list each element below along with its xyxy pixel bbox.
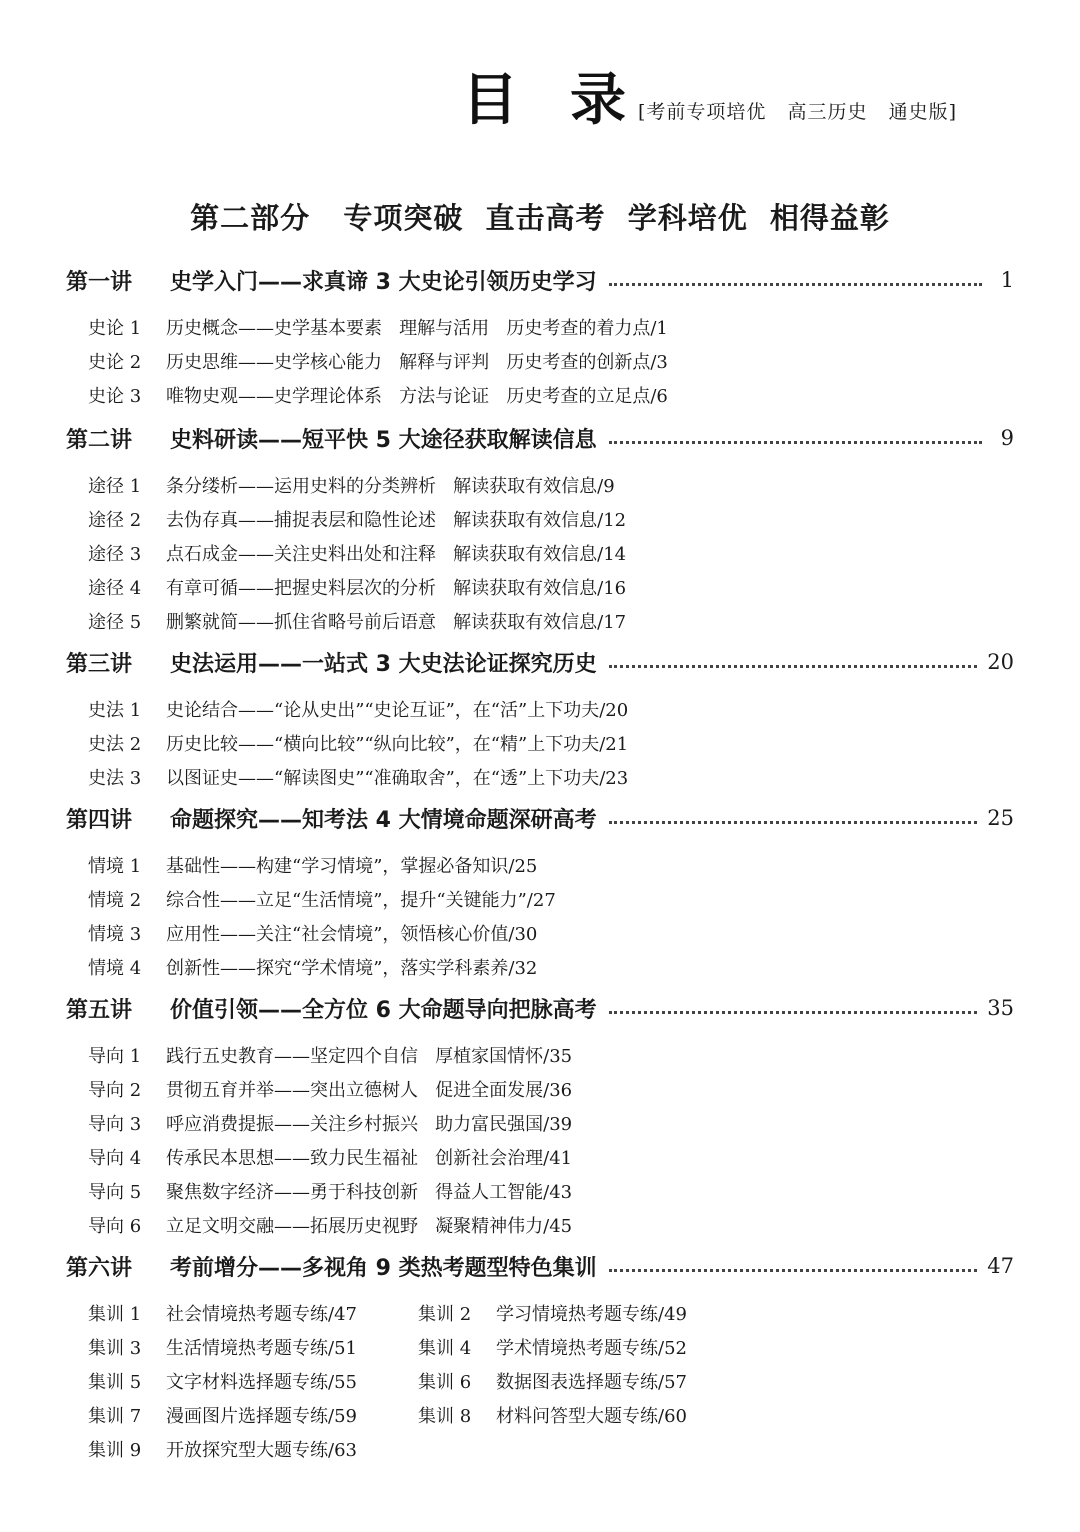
toc-item-6-8[interactable] [418,1400,687,1430]
toc-item-3-1[interactable] [88,694,628,724]
toc-item-5-4[interactable] [88,1142,572,1172]
lecture-page-number: 25 [987,806,1014,830]
item-number: 导向 5 [88,1182,142,1203]
item-text: 生活情境热考题专练/51 [166,1338,357,1359]
lecture-page-number: 20 [987,650,1014,674]
toc-item-5-1[interactable] [88,1040,572,1070]
lecture-title: 史学入门——求真谛 3 大史论引领历史学习 [170,269,597,295]
item-number: 导向 6 [88,1216,142,1237]
item-text: 创新性——探究“学术情境”，落实学科素养/32 [166,958,538,979]
toc-item-3-3[interactable] [88,762,628,792]
page-title-char-2: 录 [570,67,626,133]
item-number: 导向 2 [88,1080,142,1101]
lecture-page-number: 35 [987,996,1014,1020]
item-text: 史论结合——“论从史出”“史论互证”，在“活”上下功夫/20 [166,700,629,721]
item-text: 综合性——立足“生活情境”，提升“关键能力”/27 [166,890,556,911]
toc-item-6-6[interactable] [418,1366,687,1396]
item-number: 集训 5 [88,1372,142,1393]
lecture-title: 价值引领——全方位 6 大命题导向把脉高考 [170,997,597,1023]
item-text: 开放探究型大题专练/63 [166,1440,357,1461]
lecture-number: 第一讲 [66,269,133,295]
toc-item-2-4[interactable] [88,572,626,602]
toc-item-4-1[interactable] [88,850,537,880]
item-text: 历史概念——史学基本要素 理解与活用 历史考查的着力点/1 [166,318,668,339]
item-text: 学术情境热考题专练/52 [496,1338,687,1359]
item-number: 情境 2 [88,890,142,911]
item-text: 贯彻五育并举——突出立德树人 促进全面发展/36 [166,1080,573,1101]
lecture-page-number: 9 [1000,426,1014,450]
item-number: 集训 8 [418,1406,472,1427]
lecture-number: 第三讲 [66,651,133,677]
item-text: 点石成金——关注史料出处和注释 解读获取有效信息/14 [166,544,627,565]
lecture-title: 史料研读——短平快 5 大途径获取解读信息 [170,427,597,453]
item-number: 途径 1 [88,476,142,497]
lecture-title: 史法运用——一站式 3 大史法论证探究历史 [170,651,597,677]
item-number: 情境 3 [88,924,142,945]
item-text: 有章可循——把握史料层次的分析 解读获取有效信息/16 [166,578,627,599]
item-text: 历史思维——史学核心能力 解释与评判 历史考查的创新点/3 [166,352,668,373]
lecture-4-link[interactable] [66,800,1014,836]
toc-item-5-5[interactable] [88,1176,572,1206]
item-number: 史论 3 [88,386,142,407]
lecture-title: 命题探究——知考法 4 大情境命题深研高考 [170,807,597,833]
item-number: 集训 7 [88,1406,142,1427]
item-text: 条分缕析——运用史料的分类辨析 解读获取有效信息/9 [166,476,615,497]
item-number: 途径 3 [88,544,142,565]
item-number: 集训 9 [88,1440,142,1461]
toc-item-6-9[interactable] [88,1434,357,1464]
lecture-6-link[interactable] [66,1248,1014,1284]
lecture-number: 第六讲 [66,1255,133,1281]
item-number: 情境 1 [88,856,142,877]
toc-item-6-4[interactable] [418,1332,687,1362]
lecture-5-link[interactable] [66,990,1014,1026]
lecture-3-link[interactable] [66,644,1014,680]
item-text: 数据图表选择题专练/57 [496,1372,687,1393]
item-number: 集训 3 [88,1338,142,1359]
item-text: 呼应消费提振——关注乡村振兴 助力富民强国/39 [166,1114,573,1135]
page-title-char-1: 目 [462,67,518,133]
toc-item-4-3[interactable] [88,918,537,948]
lecture-number: 第四讲 [66,807,133,833]
item-text: 传承民本思想——致力民生福祉 创新社会治理/41 [166,1148,573,1169]
toc-item-2-2[interactable] [88,504,626,534]
book-subtitle: [考前专项培优 高三历史 通史版] [638,101,958,123]
item-number: 史论 2 [88,352,142,373]
item-number: 情境 4 [88,958,142,979]
item-number: 途径 5 [88,612,142,633]
toc-header [462,67,958,133]
lecture-2-link[interactable] [66,420,1014,456]
lecture-1-link[interactable] [66,262,1014,298]
lecture-number: 第二讲 [66,427,133,453]
lecture-page-number: 1 [1000,268,1014,292]
item-text: 唯物史观——史学理论体系 方法与论证 历史考查的立足点/6 [166,386,668,407]
item-number: 史论 1 [88,318,142,339]
item-text: 历史比较——“横向比较”“纵向比较”，在“精”上下功夫/21 [166,734,629,755]
item-text: 基础性——构建“学习情境”，掌握必备知识/25 [166,856,538,877]
item-number: 导向 4 [88,1148,142,1169]
item-number: 导向 3 [88,1114,142,1135]
dot-leader [609,283,982,286]
lecture-title: 考前增分——多视角 9 类热考题型特色集训 [170,1255,597,1281]
item-text: 去伪存真——捕捉表层和隐性论述 解读获取有效信息/12 [166,510,627,531]
toc-item-1-1[interactable] [88,312,668,342]
item-number: 导向 1 [88,1046,142,1067]
dot-leader [609,1011,978,1014]
dot-leader [609,665,978,668]
toc-item-2-1[interactable] [88,470,615,500]
lecture-number: 第五讲 [66,997,133,1023]
toc-item-5-6[interactable] [88,1210,572,1240]
item-text: 社会情境热考题专练/47 [166,1304,357,1325]
item-number: 途径 4 [88,578,142,599]
item-text: 学习情境热考题专练/49 [496,1304,687,1325]
toc-item-4-2[interactable] [88,884,556,914]
toc-item-6-1[interactable] [88,1298,357,1328]
item-number: 史法 1 [88,700,142,721]
toc-item-1-2[interactable] [88,346,668,376]
item-number: 集训 2 [418,1304,472,1325]
dot-leader [609,1269,978,1272]
toc-item-6-3[interactable] [88,1332,357,1362]
lecture-page-number: 47 [987,1254,1014,1278]
toc-item-6-5[interactable] [88,1366,357,1396]
item-text: 漫画图片选择题专练/59 [166,1406,357,1427]
toc-item-4-4[interactable] [88,952,537,982]
toc-item-2-3[interactable] [88,538,626,568]
part-title: 第二部分 专项突破 直击高考 学科培优 相得益彰 [190,201,890,235]
item-number: 集训 4 [418,1338,472,1359]
toc-item-2-5[interactable] [88,606,626,636]
item-number: 途径 2 [88,510,142,531]
page-title [462,67,626,133]
item-text: 聚焦数字经济——勇于科技创新 得益人工智能/43 [166,1182,573,1203]
item-number: 史法 3 [88,768,142,789]
item-number: 史法 2 [88,734,142,755]
item-number: 集训 6 [418,1372,472,1393]
toc-item-6-7[interactable] [88,1400,357,1430]
toc-item-3-2[interactable] [88,728,628,758]
item-text: 材料问答型大题专练/60 [496,1406,687,1427]
toc-item-1-3[interactable] [88,380,668,410]
dot-leader [609,441,982,444]
item-text: 删繁就简——抓住省略号前后语意 解读获取有效信息/17 [166,612,627,633]
toc-item-5-3[interactable] [88,1108,572,1138]
item-text: 以图证史——“解读图史”“准确取舍”，在“透”上下功夫/23 [166,768,629,789]
item-text: 应用性——关注“社会情境”，领悟核心价值/30 [166,924,538,945]
toc-item-6-2[interactable] [418,1298,687,1328]
dot-leader [609,821,978,824]
item-text: 文字材料选择题专练/55 [166,1372,357,1393]
toc-item-5-2[interactable] [88,1074,572,1104]
item-number: 集训 1 [88,1304,142,1325]
item-text: 立足文明交融——拓展历史视野 凝聚精神伟力/45 [166,1216,573,1237]
item-text: 践行五史教育——坚定四个自信 厚植家国情怀/35 [166,1046,573,1067]
